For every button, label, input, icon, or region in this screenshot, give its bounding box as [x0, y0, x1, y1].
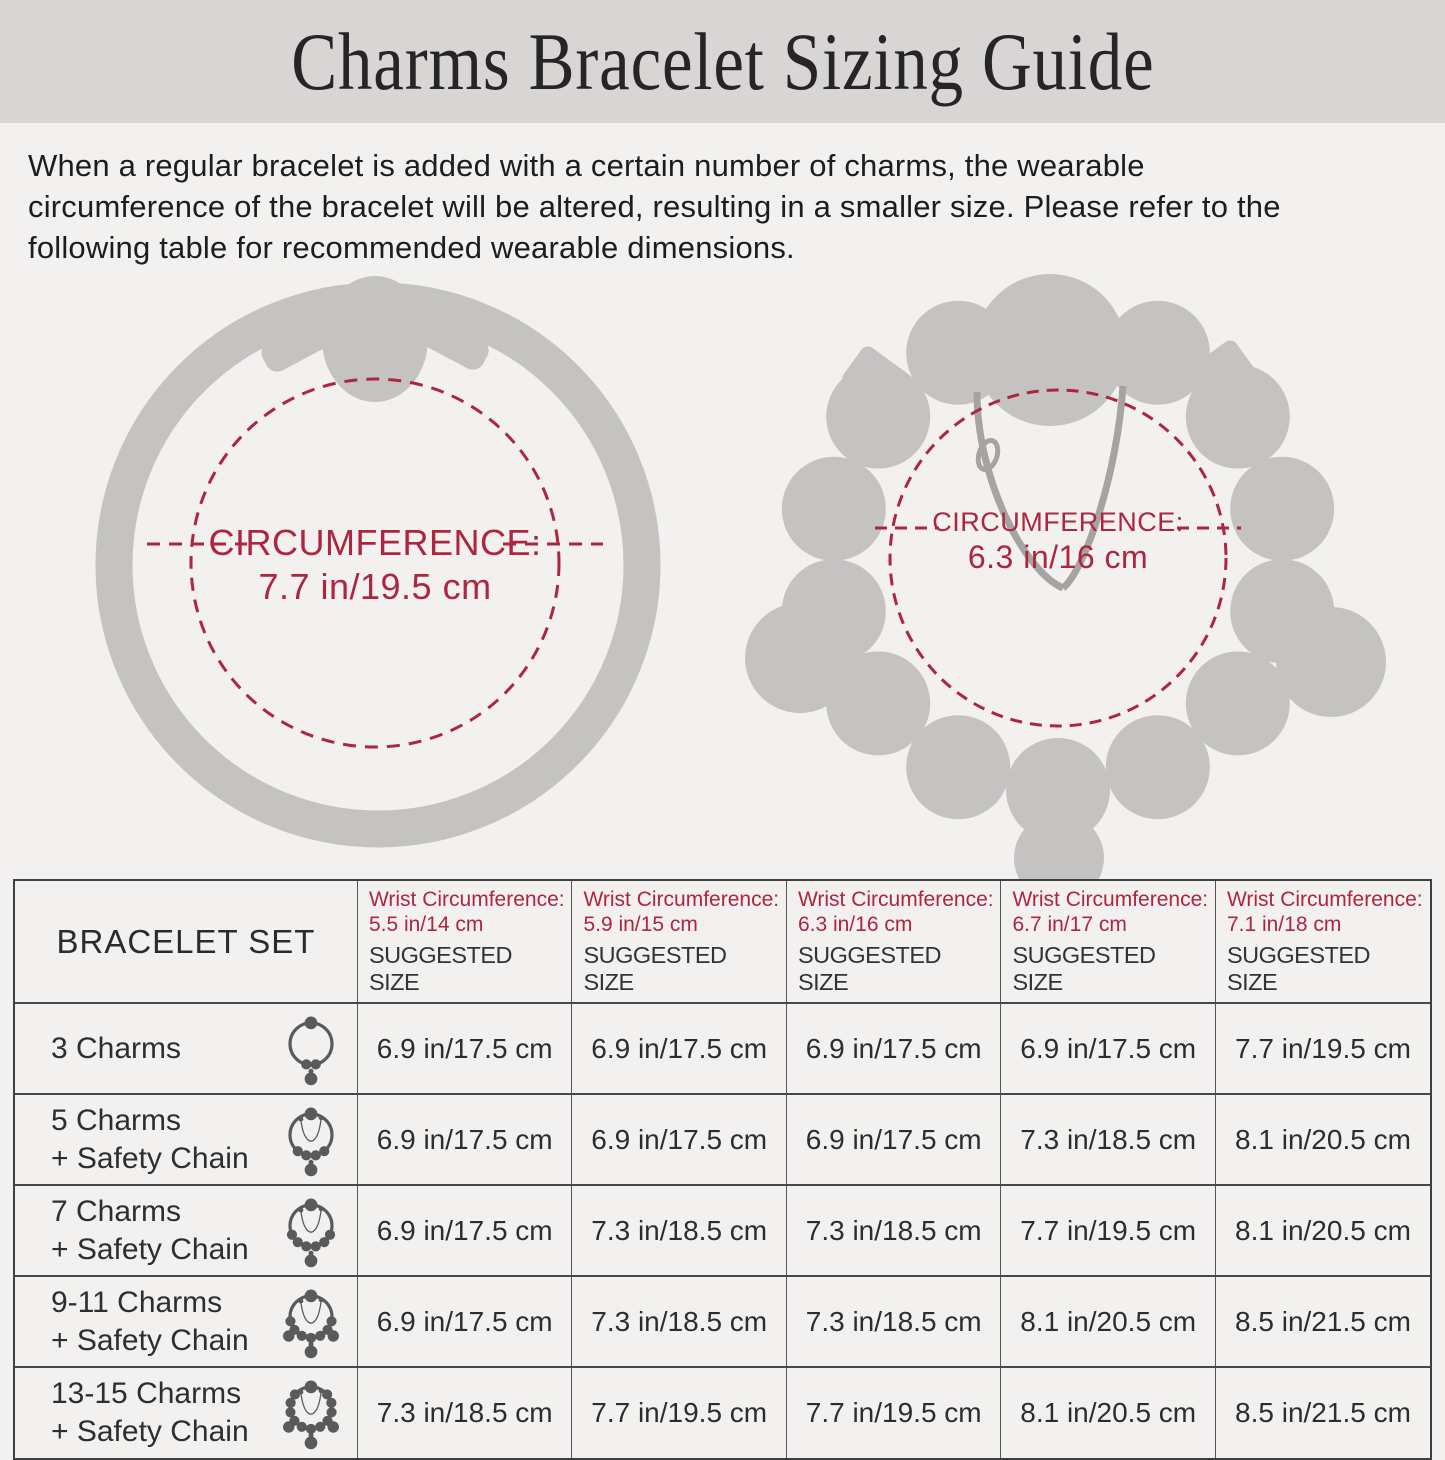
suggested-size-value: 8.1 in/20.5 cm	[1215, 1185, 1430, 1276]
suggested-size-value: 7.3 in/18.5 cm	[786, 1276, 1001, 1367]
circumference-label: CIRCUMFERENCE:	[932, 507, 1184, 537]
table-body	[15, 1003, 1430, 1458]
suggested-size-value: 6.9 in/17.5 cm	[357, 1003, 572, 1094]
bracelet-9-11-charms-safety-chain-icon	[279, 1280, 343, 1364]
bracelet-set-label: 13-15 Charms + Safety Chain	[51, 1377, 249, 1448]
table-row	[15, 1003, 1430, 1094]
suggested-size-value: 7.3 in/18.5 cm	[357, 1367, 572, 1458]
wrist-circumference-label: Wrist Circumference: 7.1 in/18 cm	[1226, 888, 1423, 936]
suggested-size-label: SUGGESTED SIZE	[368, 942, 512, 995]
suggested-size-value: 6.9 in/17.5 cm	[786, 1003, 1001, 1094]
wrist-circumference-label: Wrist Circumference: 5.9 in/15 cm	[583, 888, 780, 936]
sizing-table	[13, 879, 1432, 1460]
table-header-row	[15, 881, 1430, 1003]
charm-bracelet-with-safety-chain-silhouette	[725, 270, 1405, 915]
intro-line: circumference of the bracelet will be altered, resulting in a smaller size. Please refer to the	[28, 189, 1281, 224]
column-header	[786, 881, 1001, 1003]
column-header	[1001, 881, 1216, 1003]
bracelet-set-label: 5 Charms + Safety Chain	[51, 1103, 249, 1175]
circumference-value: 6.3 in/16 cm	[967, 539, 1149, 575]
bracelet-set-label: 9-11 Charms + Safety Chain	[51, 1285, 249, 1357]
column-header	[357, 881, 572, 1003]
suggested-size-value: 6.9 in/17.5 cm	[572, 1003, 787, 1094]
suggested-size-value: 6.9 in/17.5 cm	[357, 1185, 572, 1276]
wrist-circumference-label: Wrist Circumference: 6.3 in/16 cm	[797, 888, 994, 936]
suggested-size-value: 7.3 in/18.5 cm	[1001, 1094, 1216, 1185]
table-row	[15, 1185, 1430, 1276]
page-title: Charms Bracelet Sizing Guide	[290, 15, 1155, 107]
charm-bracelet-circumference-label	[858, 506, 1258, 576]
suggested-size-value: 6.9 in/17.5 cm	[572, 1094, 787, 1185]
circumference-value: 7.7 in/19.5 cm	[258, 566, 492, 607]
suggested-size-label: SUGGESTED SIZE	[583, 942, 727, 995]
bracelet-set-cell	[15, 1003, 357, 1094]
suggested-size-value: 8.5 in/21.5 cm	[1215, 1367, 1430, 1458]
bracelet-set-cell	[15, 1185, 357, 1276]
suggested-size-value: 8.1 in/20.5 cm	[1001, 1367, 1216, 1458]
wrist-circumference-label: Wrist Circumference: 5.5 in/14 cm	[368, 888, 565, 936]
suggested-size-value: 7.7 in/19.5 cm	[1001, 1185, 1216, 1276]
table-row	[15, 1367, 1430, 1458]
bracelet-7-charms-safety-chain-icon	[279, 1189, 343, 1273]
suggested-size-value: 8.5 in/21.5 cm	[1215, 1276, 1430, 1367]
bracelet-set-cell	[15, 1276, 357, 1367]
suggested-size-value: 6.9 in/17.5 cm	[786, 1094, 1001, 1185]
circumference-label: CIRCUMFERENCE:	[208, 522, 542, 563]
bracelet-set-header: BRACELET SET	[15, 881, 357, 1003]
suggested-size-value: 7.3 in/18.5 cm	[786, 1185, 1001, 1276]
suggested-size-value: 7.3 in/18.5 cm	[572, 1276, 787, 1367]
suggested-size-value: 6.9 in/17.5 cm	[357, 1276, 572, 1367]
bracelet-set-cell	[15, 1094, 357, 1185]
suggested-size-label: SUGGESTED SIZE	[1012, 942, 1156, 995]
table-row	[15, 1276, 1430, 1367]
table-row	[15, 1094, 1430, 1185]
sizing-table-grid	[15, 881, 1430, 1458]
bracelet-3-charms-icon	[279, 1007, 343, 1091]
suggested-size-value: 7.7 in/19.5 cm	[786, 1367, 1001, 1458]
bracelet-set-label: 3 Charms	[51, 1031, 182, 1065]
column-header	[572, 881, 787, 1003]
intro-line: following table for recommended wearable dimensions.	[28, 230, 795, 265]
column-header	[1215, 881, 1430, 1003]
suggested-size-value: 6.9 in/17.5 cm	[357, 1094, 572, 1185]
suggested-size-value: 7.7 in/19.5 cm	[1215, 1003, 1430, 1094]
bracelet-set-label: 7 Charms + Safety Chain	[51, 1194, 249, 1266]
plain-bracelet-circumference-label	[175, 521, 575, 609]
suggested-size-value: 8.1 in/20.5 cm	[1215, 1094, 1430, 1185]
suggested-size-value: 8.1 in/20.5 cm	[1001, 1276, 1216, 1367]
suggested-size-label: SUGGESTED SIZE	[797, 942, 941, 995]
intro-line: When a regular bracelet is added with a certain number of charms, the wearable	[28, 148, 1145, 183]
suggested-size-value: 7.3 in/18.5 cm	[572, 1185, 787, 1276]
wrist-circumference-label: Wrist Circumference: 6.7 in/17 cm	[1012, 888, 1209, 936]
bracelet-5-charms-safety-chain-icon	[279, 1098, 343, 1182]
bracelet-13-15-charms-safety-chain-icon	[279, 1371, 343, 1455]
suggested-size-value: 7.7 in/19.5 cm	[572, 1367, 787, 1458]
suggested-size-value: 6.9 in/17.5 cm	[1001, 1003, 1216, 1094]
suggested-size-label: SUGGESTED SIZE	[1226, 942, 1370, 995]
title-band	[0, 0, 1445, 123]
bracelet-set-cell	[15, 1367, 357, 1458]
intro-paragraph	[28, 145, 1417, 268]
